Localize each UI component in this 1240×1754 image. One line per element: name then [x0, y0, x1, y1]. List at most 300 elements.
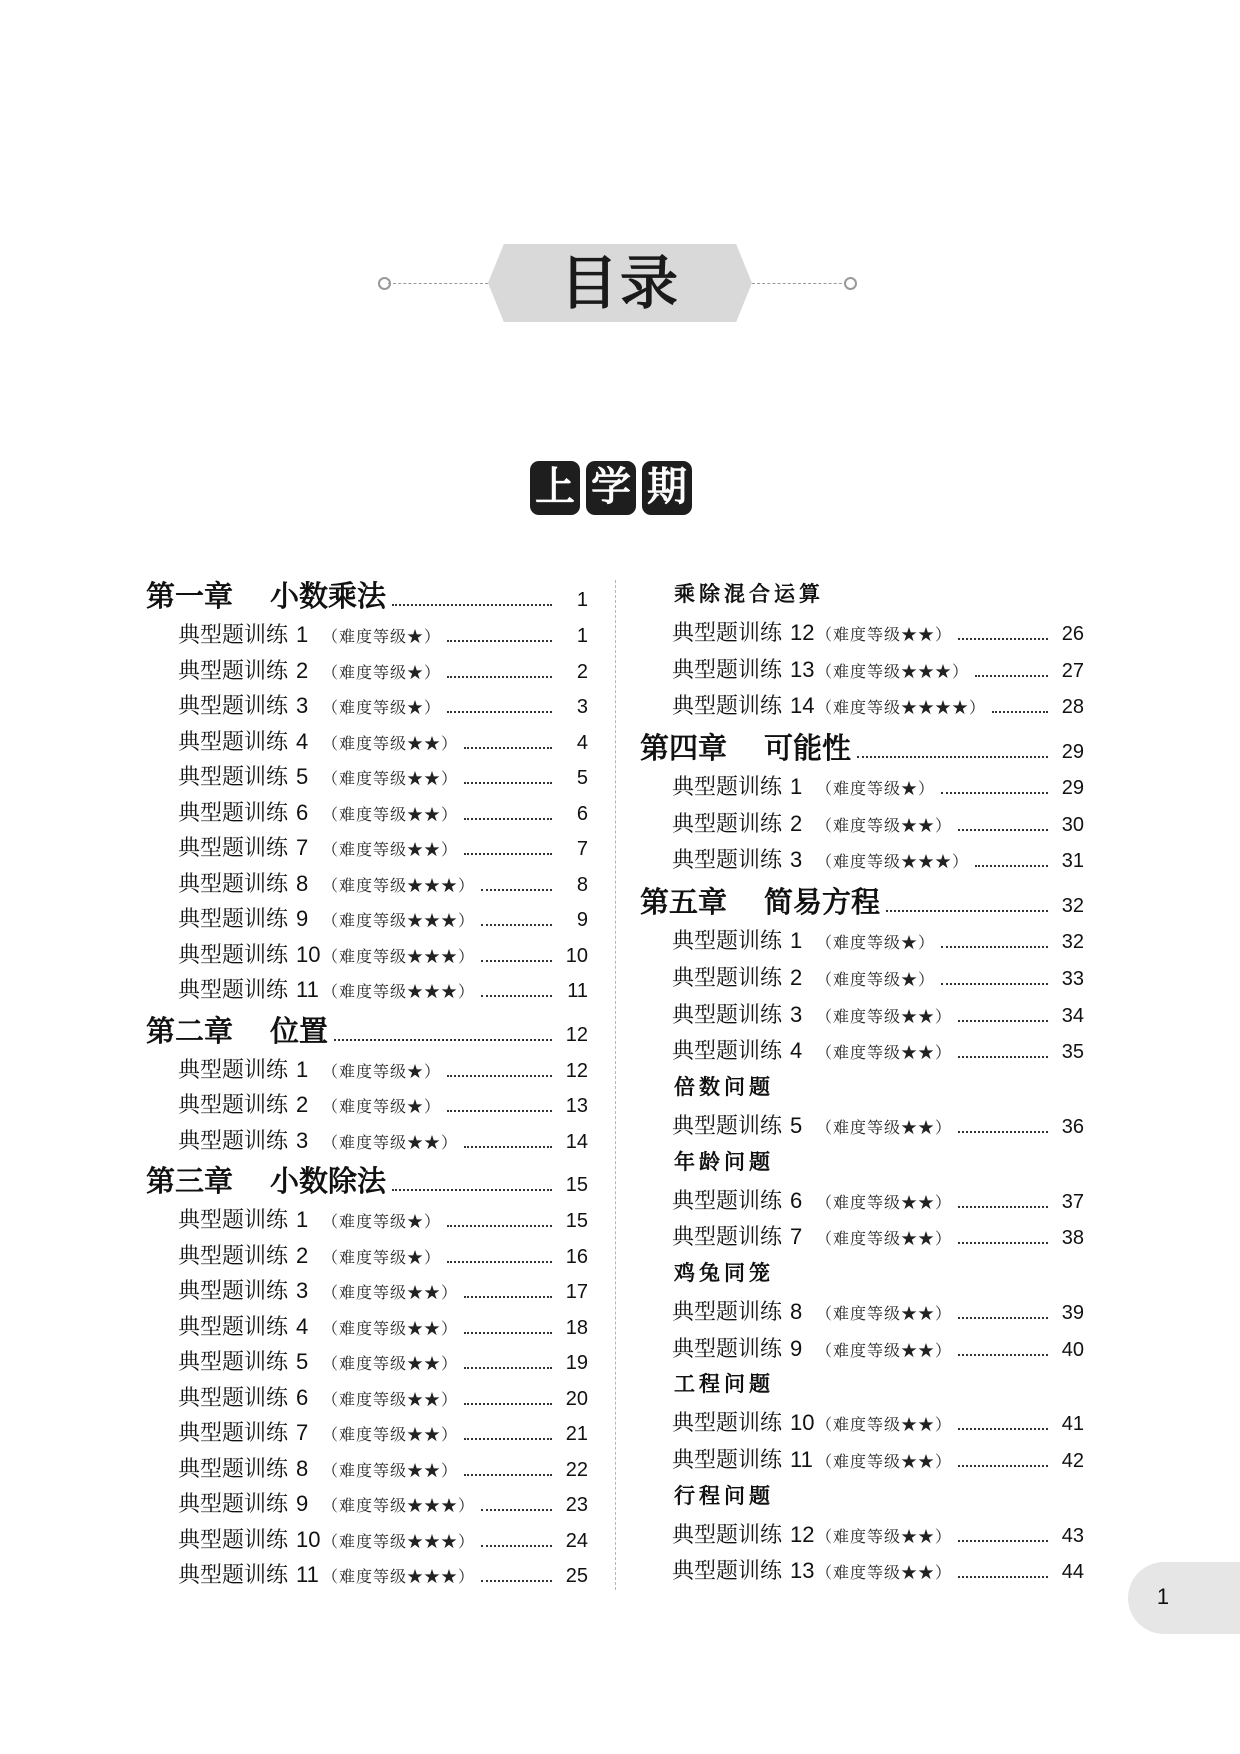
entry-number: 3 [296, 693, 309, 718]
toc-section-heading [640, 1071, 1084, 1109]
toc-entry-row[interactable] [146, 1124, 588, 1160]
entry-label: 典型题训练 [672, 774, 783, 800]
semester-badge [530, 461, 692, 515]
page-number: 1 [1156, 1584, 1170, 1609]
dot-leader [958, 1428, 1048, 1430]
entry-number: 2 [790, 964, 803, 990]
toc-chapter-row[interactable] [146, 1159, 588, 1203]
dot-leader [958, 1056, 1048, 1058]
difficulty-rating: （难度等级★★） [322, 1389, 459, 1409]
page-ref: 43 [1061, 1524, 1084, 1547]
entry-number: 6 [296, 799, 309, 825]
toc-entry-row[interactable] [146, 1523, 588, 1559]
difficulty-rating: （难度等级★★★） [816, 661, 970, 681]
difficulty-rating: （难度等级★★★） [322, 1567, 476, 1586]
entry-number: 8 [790, 1298, 803, 1324]
toc-entry-row[interactable] [640, 1518, 1084, 1555]
toc-section-heading [640, 578, 1084, 616]
page-ref: 20 [565, 1387, 588, 1410]
entry-label: 典型题训练 [672, 1410, 783, 1436]
dot-leader [958, 1206, 1048, 1208]
difficulty-rating: （难度等级★） [322, 662, 442, 682]
page-ref: 42 [1061, 1450, 1084, 1472]
difficulty-rating: （难度等级★★） [322, 1132, 459, 1152]
dot-leader [464, 1332, 552, 1334]
section-title: 倍数问题 [674, 1073, 774, 1099]
difficulty-rating: （难度等级★★） [322, 1354, 459, 1373]
entry-label: 典型题训练 [672, 810, 783, 836]
entry-label: 典型题训练 [672, 1447, 783, 1472]
toc-right-column [640, 578, 1084, 1591]
entry-number: 2 [790, 810, 803, 836]
difficulty-rating: （难度等级★★） [322, 840, 459, 859]
toc-entry-row[interactable] [640, 1406, 1084, 1443]
difficulty-rating: （难度等级★★） [816, 625, 953, 644]
toc-entry-row[interactable] [146, 902, 588, 938]
toc-entry-row[interactable] [640, 1554, 1084, 1591]
toc-section-heading [640, 1480, 1084, 1518]
toc-entry-row[interactable] [640, 843, 1084, 880]
toc-entry-row[interactable] [146, 1274, 588, 1310]
toc-entry-row[interactable] [146, 1381, 588, 1417]
page-ref: 44 [1061, 1561, 1084, 1584]
entry-label: 典型题训练 [672, 847, 783, 873]
dot-leader [941, 983, 1048, 985]
difficulty-rating: （难度等级★★） [816, 1043, 953, 1063]
dot-leader [941, 946, 1048, 948]
page-ref: 22 [565, 1458, 588, 1481]
ornament-dot [844, 277, 857, 290]
page-ref: 37 [1061, 1190, 1084, 1213]
entry-number: 9 [296, 1491, 309, 1516]
difficulty-rating: （难度等级★★） [322, 733, 459, 753]
toc-entry-row[interactable] [640, 1109, 1084, 1146]
dot-leader [464, 1403, 552, 1405]
difficulty-rating: （难度等级★★★） [322, 946, 476, 966]
page-ref: 15 [565, 1174, 588, 1196]
entry-label: 典型题训练 [672, 928, 783, 954]
entry-number: 3 [296, 1127, 309, 1153]
toc-title-banner [0, 244, 1240, 324]
dot-leader [481, 889, 552, 891]
dot-leader [464, 1146, 552, 1148]
toc-entry-row[interactable] [146, 1416, 588, 1452]
entry-number: 1 [790, 928, 803, 954]
page-ref: 35 [1061, 1041, 1084, 1064]
page-ref: 6 [576, 802, 588, 825]
section-title: 工程问题 [674, 1371, 774, 1397]
entry-label: 典型题训练 [178, 1056, 289, 1082]
toc-entry-row[interactable] [146, 973, 588, 1009]
dot-leader [958, 829, 1048, 831]
difficulty-rating: （难度等级★） [322, 1247, 442, 1267]
dot-leader [392, 1189, 552, 1191]
toc-entry-row[interactable] [640, 998, 1084, 1035]
entry-label: 典型题训练 [178, 693, 289, 718]
dot-leader [447, 1110, 552, 1112]
entry-number: 6 [296, 1384, 309, 1410]
toc-entry-row[interactable] [146, 938, 588, 974]
entry-number: 8 [296, 870, 309, 896]
page-ref: 9 [576, 909, 588, 931]
section-title: 乘除混合运算 [674, 581, 824, 606]
semester-char: 学 [586, 461, 636, 515]
difficulty-rating: （难度等级★★） [816, 1526, 953, 1546]
difficulty-rating: （难度等级★★） [322, 1283, 459, 1302]
entry-label: 典型题训练 [178, 1242, 289, 1268]
page-ref: 34 [1061, 1004, 1084, 1027]
entry-number: 9 [296, 906, 309, 931]
difficulty-rating: （难度等级★★） [816, 1229, 953, 1249]
dot-leader [447, 676, 552, 678]
dot-leader [447, 640, 552, 642]
toc-entry-row[interactable] [640, 1220, 1084, 1257]
dot-leader [447, 711, 552, 713]
entry-label: 典型题训练 [672, 1112, 783, 1138]
entry-number: 11 [296, 1562, 319, 1587]
toc-chapter-row[interactable] [146, 1009, 588, 1053]
page-ref: 2 [576, 660, 588, 683]
chapter-number: 第一章 [146, 579, 234, 613]
entry-label: 典型题训练 [672, 1001, 783, 1027]
toc-chapter-row[interactable] [640, 726, 1084, 770]
toc-entry-row[interactable] [146, 1310, 588, 1346]
entry-number: 6 [790, 1187, 803, 1213]
entry-label: 典型题训练 [178, 764, 289, 789]
dot-leader [464, 853, 552, 855]
difficulty-rating: （难度等级★★★） [322, 982, 476, 1001]
entry-number: 2 [296, 1242, 309, 1268]
entry-number: 13 [790, 656, 815, 682]
toc-entry-row[interactable] [146, 618, 588, 654]
toc-entry-row[interactable] [640, 1184, 1084, 1221]
entry-label: 典型题训练 [178, 799, 289, 825]
dot-leader [975, 675, 1048, 677]
page-ref: 29 [1061, 741, 1084, 764]
dot-leader [958, 1465, 1048, 1467]
toc-entry-row[interactable] [640, 1332, 1084, 1369]
dot-leader [447, 1261, 552, 1263]
entry-label: 典型题训练 [178, 1278, 289, 1303]
entry-number: 1 [296, 622, 309, 647]
semester-char: 上 [530, 461, 580, 515]
difficulty-rating: （难度等级★★） [322, 804, 459, 824]
page-ref: 5 [576, 767, 588, 789]
dot-leader [464, 1367, 552, 1369]
page-ref: 21 [565, 1423, 588, 1445]
difficulty-rating: （难度等级★★） [816, 1415, 953, 1435]
page-ref: 32 [1061, 931, 1084, 954]
page-ref: 3 [576, 696, 588, 718]
entry-label: 典型题训练 [178, 1384, 289, 1410]
toc-chapter-row[interactable] [146, 574, 588, 618]
toc-entry-row[interactable] [640, 616, 1084, 653]
page-ref: 30 [1061, 813, 1084, 836]
entry-label: 典型题训练 [672, 1521, 783, 1547]
entry-number: 11 [790, 1447, 813, 1472]
page-ref: 36 [1061, 1115, 1084, 1138]
dot-leader [464, 1474, 552, 1476]
page-ref: 12 [565, 1059, 588, 1082]
difficulty-rating: （难度等级★★） [322, 769, 459, 788]
page-ref: 24 [565, 1529, 588, 1552]
dot-leader [857, 756, 1048, 758]
dot-leader [464, 1438, 552, 1440]
difficulty-rating: （难度等级★） [322, 1212, 442, 1231]
chapter-number: 第二章 [146, 1013, 234, 1048]
page-ref: 19 [565, 1352, 588, 1374]
toc-entry-row[interactable] [146, 796, 588, 832]
toc-entry-row[interactable] [146, 1088, 588, 1124]
difficulty-rating: （难度等级★★） [816, 1340, 953, 1360]
page-ref: 28 [1061, 696, 1084, 719]
toc-entry-row[interactable] [640, 961, 1084, 998]
toc-section-heading [640, 1146, 1084, 1184]
dot-leader [464, 782, 552, 784]
dot-leader [481, 995, 552, 997]
difficulty-rating: （难度等级★★） [322, 1425, 459, 1444]
toc-entry-row[interactable] [640, 807, 1084, 844]
difficulty-rating: （难度等级★★） [816, 1563, 953, 1583]
difficulty-rating: （难度等级★） [322, 627, 442, 646]
toc-chapter-row[interactable] [640, 880, 1084, 924]
entry-label: 典型题训练 [178, 1562, 289, 1587]
entry-label: 典型题训练 [672, 1224, 783, 1250]
toc-entry-row[interactable] [146, 760, 588, 796]
entry-label: 典型题训练 [178, 1349, 289, 1374]
page-ref: 16 [565, 1245, 588, 1268]
page-ref: 17 [565, 1281, 588, 1303]
difficulty-rating: （难度等级★★★） [322, 911, 476, 930]
entry-label: 典型题训练 [178, 1313, 289, 1339]
page-ref: 32 [1061, 895, 1084, 918]
entry-label: 典型题训练 [178, 1092, 289, 1117]
difficulty-rating: （难度等级★★） [816, 1117, 953, 1137]
entry-number: 3 [790, 847, 803, 873]
page-ref: 39 [1061, 1301, 1084, 1324]
toc-entry-row[interactable] [146, 689, 588, 725]
page-ref: 31 [1061, 850, 1084, 873]
entry-label: 典型题训练 [178, 1127, 289, 1153]
difficulty-rating: （难度等级★★） [816, 1303, 953, 1323]
toc-left-column [146, 574, 588, 1594]
page-ref: 8 [576, 873, 588, 896]
page-ref: 41 [1061, 1413, 1084, 1436]
entry-number: 1 [296, 1207, 309, 1232]
entry-number: 1 [790, 774, 803, 800]
page-ref: 23 [565, 1494, 588, 1516]
page-ref: 10 [565, 944, 588, 967]
entry-number: 3 [790, 1001, 803, 1027]
entry-number: 10 [790, 1410, 815, 1436]
entry-label: 典型题训练 [178, 977, 289, 1002]
dot-leader [481, 924, 552, 926]
toc-entry-row[interactable] [640, 1295, 1084, 1332]
entry-label: 典型题训练 [672, 1298, 783, 1324]
entry-label: 典型题训练 [672, 1038, 783, 1064]
entry-number: 7 [296, 1420, 309, 1445]
dot-leader [958, 1131, 1048, 1133]
toc-entry-row[interactable] [640, 1443, 1084, 1480]
entry-number: 2 [296, 1092, 309, 1117]
difficulty-rating: （难度等级★★★） [322, 1531, 476, 1551]
page-ref: 40 [1061, 1338, 1084, 1361]
entry-number: 12 [790, 620, 815, 645]
chapter-number: 第四章 [640, 731, 728, 766]
section-title: 鸡兔同笼 [674, 1259, 774, 1285]
dot-leader [992, 711, 1048, 713]
difficulty-rating: （难度等级★） [322, 1061, 442, 1081]
toc-entry-row[interactable] [640, 689, 1084, 726]
toc-entry-row[interactable] [146, 1053, 588, 1089]
page-ref: 1 [576, 589, 588, 611]
entry-label: 典型题训练 [178, 1455, 289, 1481]
toc-entry-row[interactable] [146, 1487, 588, 1523]
toc-entry-row[interactable] [640, 1034, 1084, 1071]
dot-leader [958, 1242, 1048, 1244]
entry-label: 典型题训练 [672, 1187, 783, 1213]
page-ref: 15 [565, 1210, 588, 1232]
entry-number: 4 [296, 728, 309, 754]
page-ref: 4 [576, 731, 588, 754]
dot-leader [464, 1296, 552, 1298]
difficulty-rating: （难度等级★★★） [816, 852, 970, 872]
page-ref: 26 [1061, 623, 1084, 645]
entry-number: 7 [296, 835, 309, 860]
dot-leader [958, 1317, 1048, 1319]
page-ref: 7 [576, 838, 588, 860]
entry-number: 4 [790, 1038, 803, 1064]
semester-char: 期 [642, 461, 692, 515]
page-ref: 12 [565, 1023, 588, 1046]
toc-entry-row[interactable] [640, 770, 1084, 807]
toc-entry-row[interactable] [146, 831, 588, 867]
entry-label: 典型题训练 [178, 1207, 289, 1232]
dot-leader [392, 604, 552, 606]
difficulty-rating: （难度等级★★★★） [816, 698, 987, 718]
entry-label: 典型题训练 [672, 964, 783, 990]
entry-number: 7 [790, 1224, 803, 1250]
entry-number: 10 [296, 1526, 321, 1552]
entry-label: 典型题训练 [178, 657, 289, 683]
entry-label: 典型题训练 [178, 1526, 289, 1552]
difficulty-rating: （难度等级★★★） [322, 875, 476, 895]
entry-number: 14 [790, 693, 815, 719]
toc-entry-row[interactable] [146, 1345, 588, 1381]
entry-number: 1 [296, 1056, 309, 1082]
dot-leader [481, 1580, 552, 1582]
toc-entry-row[interactable] [146, 1558, 588, 1594]
toc-entry-row[interactable] [146, 654, 588, 690]
difficulty-rating: （难度等级★★） [322, 1460, 459, 1480]
dot-leader [334, 1039, 552, 1041]
entry-label: 典型题训练 [178, 728, 289, 754]
entry-number: 5 [296, 1349, 309, 1374]
section-title: 行程问题 [674, 1482, 774, 1508]
entry-number: 2 [296, 657, 309, 683]
difficulty-rating: （难度等级★★） [816, 1192, 953, 1212]
chapter-title: 简易方程 [764, 885, 881, 920]
difficulty-rating: （难度等级★★） [816, 815, 953, 835]
dot-leader [464, 818, 552, 820]
page-ref: 33 [1061, 967, 1084, 990]
page-ref: 18 [565, 1316, 588, 1339]
page-ref: 25 [565, 1565, 588, 1587]
dot-leader [958, 1540, 1048, 1542]
dot-leader [958, 1354, 1048, 1356]
dot-leader [958, 638, 1048, 640]
difficulty-rating: （难度等级★） [816, 933, 936, 953]
dot-leader [464, 747, 552, 749]
entry-number: 10 [296, 941, 321, 967]
dot-leader [886, 910, 1048, 912]
toc-entry-row[interactable] [146, 1452, 588, 1488]
page-title: 目录 [559, 249, 680, 317]
toc-section-heading [640, 1368, 1084, 1406]
chapter-number: 第五章 [640, 885, 728, 920]
entry-number: 13 [790, 1558, 815, 1584]
entry-label: 典型题训练 [178, 1420, 289, 1445]
toc-entry-row[interactable] [146, 725, 588, 761]
dot-leader [481, 1545, 552, 1547]
chapter-title: 小数除法 [270, 1164, 387, 1198]
difficulty-rating: （难度等级★★★） [322, 1496, 476, 1515]
dot-leader [941, 792, 1048, 794]
dot-leader [975, 865, 1048, 867]
entry-label: 典型题训练 [672, 693, 783, 719]
entry-number: 8 [296, 1455, 309, 1481]
entry-label: 典型题训练 [672, 1558, 783, 1584]
dot-leader [958, 1576, 1048, 1578]
difficulty-rating: （难度等级★★） [816, 1006, 953, 1026]
entry-number: 12 [790, 1521, 815, 1547]
difficulty-rating: （难度等级★） [816, 779, 936, 799]
dot-leader [481, 960, 552, 962]
entry-label: 典型题训练 [672, 656, 783, 682]
entry-label: 典型题训练 [672, 1335, 783, 1361]
difficulty-rating: （难度等级★） [322, 1097, 442, 1116]
entry-label: 典型题训练 [178, 1491, 289, 1516]
entry-label: 典型题训练 [178, 870, 289, 896]
page-number-tab [1128, 1562, 1240, 1634]
entry-label: 典型题训练 [178, 906, 289, 931]
chapter-number: 第三章 [146, 1164, 234, 1198]
page-ref: 13 [565, 1095, 588, 1117]
chapter-title: 位置 [270, 1013, 329, 1048]
entry-label: 典型题训练 [178, 622, 289, 647]
entry-number: 3 [296, 1278, 309, 1303]
toc-entry-row[interactable] [146, 867, 588, 903]
chapter-title: 小数乘法 [270, 579, 387, 613]
difficulty-rating: （难度等级★★） [322, 1318, 459, 1338]
toc-entry-row[interactable] [146, 1203, 588, 1239]
difficulty-rating: （难度等级★） [816, 969, 936, 989]
toc-entry-row[interactable] [640, 924, 1084, 961]
page-ref: 29 [1061, 777, 1084, 800]
page-ref: 14 [565, 1130, 588, 1153]
entry-label: 典型题训练 [178, 941, 289, 967]
ornament-line [388, 283, 488, 284]
page-ref: 11 [567, 980, 588, 1002]
ornament-line [752, 283, 852, 284]
page-ref: 27 [1061, 659, 1084, 682]
difficulty-rating: （难度等级★★） [816, 1452, 953, 1471]
toc-entry-row[interactable] [640, 653, 1084, 690]
toc-entry-row[interactable] [146, 1239, 588, 1275]
chapter-title: 可能性 [764, 731, 852, 766]
entry-label: 典型题训练 [178, 835, 289, 860]
page-ref: 38 [1061, 1227, 1084, 1250]
